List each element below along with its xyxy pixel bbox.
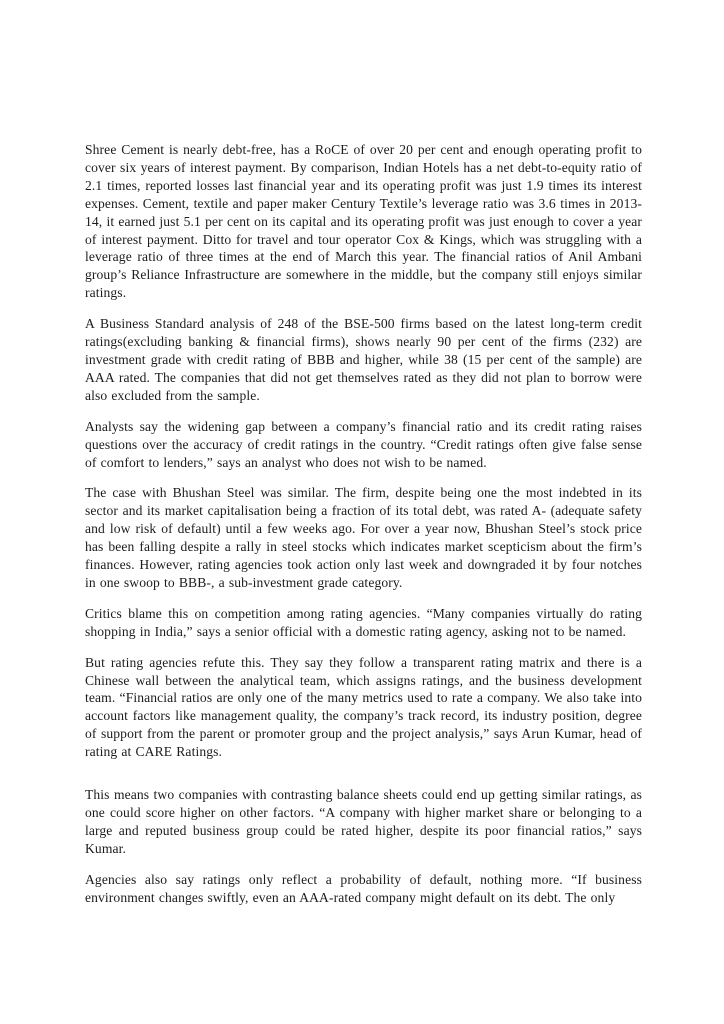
paragraph: Critics blame this on competition among rating agencies. “Many companies virtually do rating shopping in India,” says a senior official with a domestic rating agency, asking not to be named. (85, 605, 642, 639)
article-body (85, 141, 642, 920)
paragraph: Analysts say the widening gap between a company’s financial ratio and its credit rating raises questions over the accuracy of credit ratings in the country. “Credit ratings often give false sense of comfort to lenders,” says an analyst who does not wish to be named. (85, 418, 642, 470)
paragraph: The case with Bhushan Steel was similar. The firm, despite being one the most indebted in its sector and its market capitalisation being a fraction of its total debt, was rated A- (adequate safety and low risk of default) until a few weeks ago. For over a year now, Bhushan Steel’s stock price has been falling despite a rally in steel stocks which indicates market scepticism about the firm’s finances. However, rating agencies took action only last week and downgraded it by four notches in one swoop to BBB-, a sub-investment grade category. (85, 485, 642, 590)
paragraph: A Business Standard analysis of 248 of the BSE-500 firms based on the latest long-term credit ratings(excluding banking & financial firms), shows nearly 90 per cent of the firms (232) are investment grade with credit rating of BBB and higher, while 38 (15 per cent of the sample) are AAA rated. The companies that did not get themselves rated as they did not plan to borrow were also excluded from the sample. (85, 316, 642, 403)
paragraph: Shree Cement is nearly debt-free, has a RoCE of over 20 per cent and enough operating profit to cover six years of interest payment. By comparison, Indian Hotels has a net debt-to-equity ratio of 2.1 times, reported losses last financial year and its operating profit was just 1.9 times its interest expenses. Cement, textile and paper maker Century Textile’s leverage ratio was 3.6 times in 2013-14, it earned just 5.1 per cent on its capital and its operating profit was just enough to cover a year of interest payment. Ditto for travel and tour operator Cox & Kings, which was struggling with a leverage ratio of three times at the end of March this year. The financial ratios of Anil Ambani group’s Reliance Infrastructure are somewhere in the middle, but the company still enjoys similar ratings. (85, 142, 642, 301)
paragraph: But rating agencies refute this. They say they follow a transparent rating matrix and there is a Chinese wall between the analytical team, which assigns ratings, and the business development team. “Financial ratios are only one of the many metrics used to rate a company. We also take into account factors like management quality, the company’s track record, its industry position, degree of support from the parent or promoter group and the project analysis,” says Arun Kumar, head of rating at CARE Ratings. (85, 654, 642, 760)
paragraph: Agencies also say ratings only reflect a probability of default, nothing more. “If business environment changes swiftly, even an AAA-rated company might default on its debt. The only (85, 871, 642, 905)
paragraph: This means two companies with contrasting balance sheets could end up getting similar ratings, as one could score higher on other factors. “A company with higher market share or belonging to a large and reputed business group could be rated higher, despite its poor financial ratios,” says Kumar. (85, 787, 642, 856)
